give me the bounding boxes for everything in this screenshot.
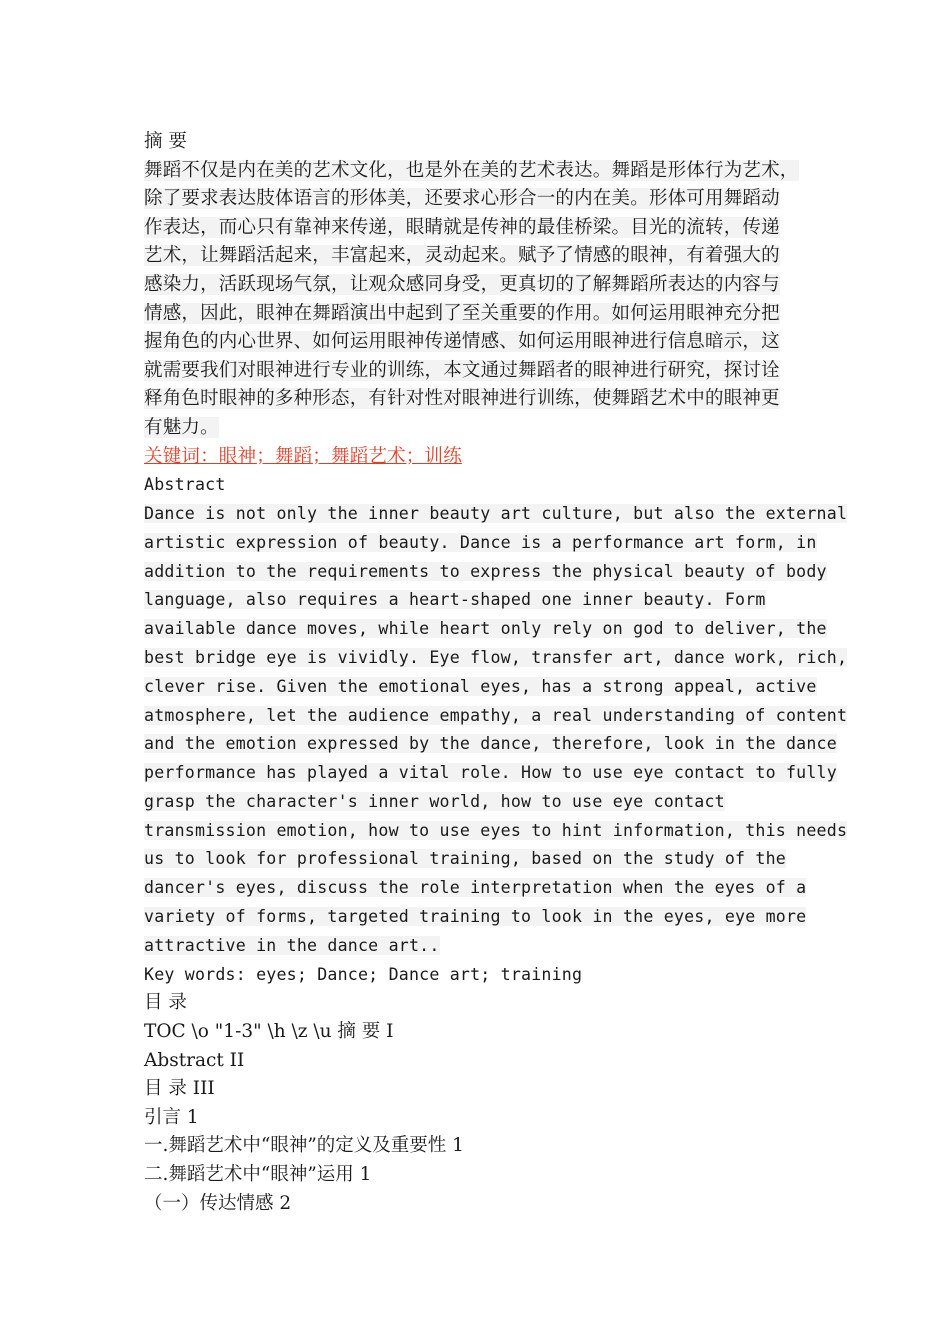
abstract-zh-line: 感染力，活跃现场气氛，让观众感同身受，更真切的了解舞蹈所表达的内容与 <box>144 273 780 295</box>
toc-entry[interactable]: 二.舞蹈艺术中“眼神”运用 1 <box>144 1164 372 1186</box>
abstract-zh-line: 就需要我们对眼神进行专业的训练，本文通过舞蹈者的眼神进行研究，探讨诠 <box>144 359 780 381</box>
abstract-en-line: atmosphere, let the audience empathy, a real understanding of content <box>144 705 848 725</box>
abstract-en-line: clever rise. Given the emotional eyes, has a strong appeal, active <box>144 676 817 696</box>
abstract-en-body <box>144 500 848 961</box>
abstract-en-line: grasp the character's inner world, how to use eye contact <box>144 791 725 811</box>
document-content <box>144 128 848 1218</box>
abstract-en-line: variety of forms, targeted training to look in the eyes, eye more <box>144 907 807 927</box>
keywords-en: Key words: eyes; Dance; Dance art; training <box>144 964 583 984</box>
abstract-en-line: performance has played a vital role. How to use eye contact to fully <box>144 763 837 783</box>
toc-entry[interactable]: 一.舞蹈艺术中“眼神”的定义及重要性 1 <box>144 1135 464 1157</box>
abstract-en-line: best bridge eye is vividly. Eye flow, transfer art, dance work, rich, <box>144 647 848 667</box>
abstract-zh-title: 摘 要 <box>144 131 187 152</box>
abstract-en-line: addition to the requirements to express the physical beauty of body <box>144 561 827 581</box>
abstract-zh-line: 舞蹈不仅是内在美的艺术文化，也是外在美的艺术表达。舞蹈是形体行为艺术， <box>144 159 799 181</box>
abstract-en-line: language, also requires a heart-shaped one inner beauty. Form <box>144 590 766 610</box>
abstract-zh-line: 释角色时眼神的多种形态，有针对性对眼神进行训练，使舞蹈艺术中的眼神更 <box>144 388 780 410</box>
abstract-en-line: us to look for professional training, based on the study of the <box>144 849 786 869</box>
abstract-en-line: available dance moves, while heart only rely on god to deliver, the <box>144 619 827 639</box>
toc-list <box>144 1018 824 1218</box>
abstract-en-line: dancer's eyes, discuss the role interpretation when the eyes of a <box>144 878 807 898</box>
abstract-en-line: transmission emotion, how to use eyes to hint information, this needs <box>144 820 848 840</box>
abstract-en-line: artistic expression of beauty. Dance is a performance art form, in <box>144 532 817 552</box>
abstract-en-title: Abstract <box>144 475 226 495</box>
toc-entry[interactable]: TOC \o "1-3" \h \z \u 摘 要 I <box>144 1021 394 1043</box>
abstract-en-line: attractive in the dance art.. <box>144 935 440 955</box>
abstract-zh-line: 艺术，让舞蹈活起来，丰富起来，灵动起来。赋予了情感的眼神，有着强大的 <box>144 245 780 267</box>
abstract-zh-line: 有魅力。 <box>144 416 219 438</box>
abstract-zh-line: 握角色的内心世界、如何运用眼神传递情感、如何运用眼神进行信息暗示，这 <box>144 331 780 353</box>
toc-entry[interactable]: （一）传达情感 2 <box>144 1192 292 1214</box>
abstract-zh-line: 除了要求表达肢体语言的形体美，还要求心形合一的内在美。形体可用舞蹈动 <box>144 188 780 210</box>
toc-entry[interactable]: Abstract II <box>144 1049 245 1071</box>
abstract-en-line: and the emotion expressed by the dance, therefore, look in the dance <box>144 734 837 754</box>
abstract-en-line: Dance is not only the inner beauty art culture, but also the external <box>144 503 848 523</box>
abstract-zh-body <box>144 157 824 443</box>
toc-entry[interactable]: 引言 1 <box>144 1106 199 1128</box>
toc-entry[interactable]: 目 录 III <box>144 1078 215 1100</box>
abstract-zh-line: 情感，因此，眼神在舞蹈演出中起到了至关重要的作用。如何运用眼神充分把 <box>144 302 780 324</box>
keywords-zh: 关键词：眼神；舞蹈；舞蹈艺术；训练 <box>144 445 462 467</box>
abstract-zh-line: 作表达，而心只有靠神来传递，眼睛就是传神的最佳桥梁。目光的流转，传递 <box>144 216 780 238</box>
toc-title: 目 录 <box>144 992 187 1014</box>
